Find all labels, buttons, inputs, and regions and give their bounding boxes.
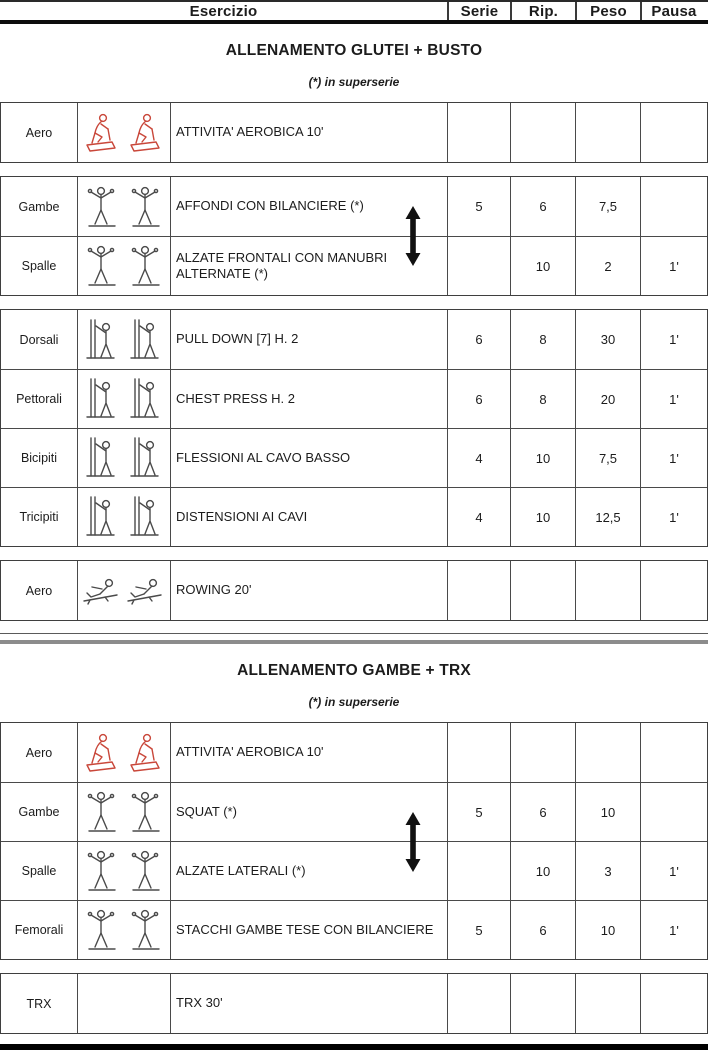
table-row [1, 236, 707, 295]
exercise-bike-illustration [78, 723, 171, 782]
peso-value [576, 103, 641, 162]
muscle-label: Gambe [1, 783, 78, 841]
header-serie: Serie [447, 2, 510, 20]
exercise-name: ATTIVITA' AEROBICA 10' [171, 723, 448, 782]
front-raise-illustration [78, 237, 171, 295]
section-divider [0, 633, 708, 644]
barbell-lunge-illustration [78, 177, 171, 236]
exercise-name: ALZATE LATERALI (*) [171, 842, 448, 900]
peso-value [576, 723, 641, 782]
serie-value: 4 [448, 488, 511, 546]
peso-value: 7,5 [576, 429, 641, 487]
superset-note: (*) in superserie [308, 75, 400, 89]
rip-value: 8 [511, 310, 576, 369]
rip-value: 10 [511, 842, 576, 900]
muscle-label: Dorsali [1, 310, 78, 369]
exercise-group [0, 973, 708, 1034]
muscle-label: Pettorali [1, 370, 78, 428]
serie-value: 5 [448, 901, 511, 959]
table-row [1, 723, 707, 782]
muscle-label: Gambe [1, 177, 78, 236]
exercise-name: SQUAT (*) [171, 783, 448, 841]
muscle-label: Femorali [1, 901, 78, 959]
lateral-raise-illustration [78, 842, 171, 900]
pausa-value: 1' [669, 258, 679, 274]
pausa-value [641, 723, 707, 782]
exercise-name: CHEST PRESS H. 2 [171, 370, 448, 428]
empty-illustration-cell [78, 974, 171, 1033]
muscle-label: Aero [1, 723, 78, 782]
rip-value [511, 974, 576, 1033]
muscle-label: Aero [1, 561, 78, 620]
pausa-value: 1' [669, 922, 679, 938]
peso-value: 20 [576, 370, 641, 428]
rip-value: 8 [511, 370, 576, 428]
pausa-value [641, 177, 707, 236]
exercise-group [0, 560, 708, 621]
peso-value: 12,5 [576, 488, 641, 546]
header-esercizio: Esercizio [189, 2, 258, 20]
table-row [1, 177, 707, 236]
exercise-name: PULL DOWN [7] H. 2 [171, 310, 448, 369]
table-row [1, 369, 707, 428]
rip-value: 10 [511, 429, 576, 487]
exercise-name: AFFONDI CON BILANCIERE (*) [171, 177, 448, 236]
divider-thick-rule [0, 640, 708, 644]
rip-value: 10 [511, 488, 576, 546]
peso-value [576, 974, 641, 1033]
superset-note: (*) in superserie [308, 695, 400, 709]
table-row [1, 428, 707, 487]
cable-curl-illustration [78, 429, 171, 487]
rip-value [511, 561, 576, 620]
exercise-name: TRX 30' [171, 974, 448, 1033]
divider-thin-rule [0, 633, 708, 634]
dumbbell-squat-illustration [78, 783, 171, 841]
header-pausa: Pausa [640, 2, 706, 20]
serie-value: 6 [448, 370, 511, 428]
serie-value [448, 842, 511, 900]
table-header [0, 0, 708, 24]
chest-press-illustration [78, 370, 171, 428]
serie-value [448, 237, 511, 295]
exercise-name: STACCHI GAMBE TESE CON BILANCIERE [171, 901, 448, 959]
muscle-label: Bicipiti [1, 429, 78, 487]
serie-value: 5 [448, 783, 511, 841]
serie-value [448, 723, 511, 782]
cable-pushdown-illustration [78, 488, 171, 546]
table-row [1, 487, 707, 546]
stiff-leg-deadlift-illustration [78, 901, 171, 959]
bottom-rule [0, 1044, 708, 1050]
peso-value: 30 [576, 310, 641, 369]
peso-value: 10 [576, 783, 641, 841]
exercise-name: FLESSIONI AL CAVO BASSO [171, 429, 448, 487]
sheet-body [0, 42, 708, 1034]
peso-value: 3 [576, 842, 641, 900]
rip-value: 6 [511, 783, 576, 841]
rip-value: 6 [511, 177, 576, 236]
rip-value: 10 [511, 237, 576, 295]
peso-value: 2 [576, 237, 641, 295]
muscle-label: Tricipiti [1, 488, 78, 546]
table-row [1, 841, 707, 900]
header-peso: Peso [575, 2, 640, 20]
serie-value: 5 [448, 177, 511, 236]
muscle-label: Spalle [1, 842, 78, 900]
pausa-value [641, 974, 707, 1033]
table-row [1, 900, 707, 959]
exercise-group [0, 176, 708, 296]
serie-value: 4 [448, 429, 511, 487]
lat-pulldown-illustration [78, 310, 171, 369]
pausa-value [641, 103, 707, 162]
serie-value: 6 [448, 310, 511, 369]
exercise-bike-illustration [78, 103, 171, 162]
pausa-value: 1' [669, 391, 679, 407]
pausa-value [641, 561, 707, 620]
muscle-label: Aero [1, 103, 78, 162]
pausa-value: 1' [669, 863, 679, 879]
exercise-name: DISTENSIONI AI CAVI [171, 488, 448, 546]
exercise-name: ATTIVITA' AEROBICA 10' [171, 103, 448, 162]
pausa-value: 1' [669, 450, 679, 466]
peso-value: 10 [576, 901, 641, 959]
peso-value: 7,5 [576, 177, 641, 236]
muscle-label: TRX [1, 974, 78, 1033]
table-row [1, 310, 707, 369]
rip-value [511, 723, 576, 782]
section-title: ALLENAMENTO GLUTEI + BUSTO [225, 42, 483, 59]
serie-value [448, 561, 511, 620]
rip-value [511, 103, 576, 162]
pausa-value [641, 783, 707, 841]
table-row [1, 103, 707, 162]
peso-value [576, 561, 641, 620]
rip-value: 6 [511, 901, 576, 959]
section-title: ALLENAMENTO GAMBE + TRX [237, 662, 471, 679]
muscle-label: Spalle [1, 237, 78, 295]
serie-value [448, 974, 511, 1033]
table-row [1, 782, 707, 841]
pausa-value: 1' [669, 332, 679, 347]
header-rip: Rip. [510, 2, 575, 20]
exercise-group [0, 722, 708, 960]
table-row [1, 561, 707, 620]
exercise-group [0, 102, 708, 163]
training-section [0, 42, 708, 621]
serie-value [448, 103, 511, 162]
exercise-group [0, 309, 708, 547]
rowing-machine-illustration [78, 561, 171, 620]
table-row [1, 974, 707, 1033]
exercise-name: ROWING 20' [171, 561, 448, 620]
training-section [0, 662, 708, 1034]
pausa-value: 1' [669, 509, 679, 525]
exercise-name: ALZATE FRONTALI CON MANUBRI ALTERNATE (*) [171, 237, 448, 295]
